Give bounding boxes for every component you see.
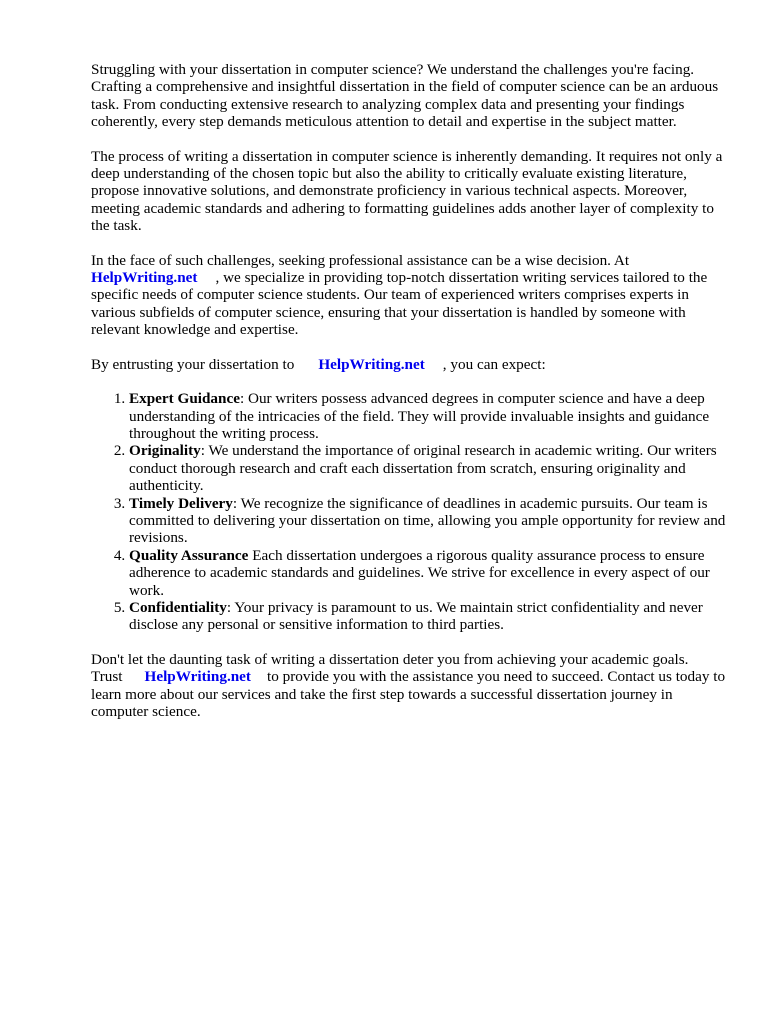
- assistance-paragraph: [91, 252, 728, 339]
- closing-text-after: to provide you with the assistance you need to succeed. Contact us today to learn more about our services and take the first step towards a successful dissertation journey in computer science.: [91, 668, 726, 720]
- helpwriting-link-1[interactable]: HelpWriting.net: [91, 269, 198, 287]
- assistance-text-before: In the face of such challenges, seeking professional assistance can be a wise decision. At: [91, 251, 630, 269]
- process-paragraph: The process of writing a dissertation in computer science is inherently demanding. It requires not only a deep understanding of the chosen topic but also the ability to critically evaluate existing literature, propose innovative solutions, and demonstrate proficiency in various technical aspects. Moreover, meeting academic standards and adhering to formatting guidelines adds another layer of complexity to the task.: [91, 147, 723, 235]
- list-item-originality: [129, 442, 728, 494]
- list-item-confidentiality: [129, 599, 728, 634]
- assistance-text-after: , we specialize in providing top-notch dissertation writing services tailored to the specific needs of computer science students. Our team of experienced writers comprises experts in various subfields of computer science, ensuring that your dissertation is handled by someone with relevant knowledge and expertise.: [91, 269, 708, 339]
- list-item-title: Expert Guidance: [129, 390, 240, 408]
- entrusting-paragraph: [91, 356, 728, 373]
- entrusting-text-before: By entrusting your dissertation to: [91, 355, 295, 373]
- list-item-title: Confidentiality: [129, 598, 227, 616]
- list-item-text: : We recognize the significance of deadlines in academic pursuits. Our team is committed to delivering your dissertation on time, allowing you ample opportunity for review and revisions.: [129, 494, 726, 547]
- list-item-title: Timely Delivery: [129, 494, 233, 512]
- list-item-text: : Your privacy is paramount to us. We maintain strict confidentiality and never disclose any personal or sensitive information to third parties.: [129, 598, 703, 634]
- benefits-list: [91, 390, 728, 634]
- list-item-text: : Our writers possess advanced degrees in computer science and have a deep understanding of the intricacies of the field. They will provide invaluable insights and guidance throughout the writing process.: [129, 390, 710, 442]
- list-item-quality-assurance: [129, 547, 728, 599]
- closing-paragraph: [91, 651, 728, 721]
- closing-text-before: Don't let the daunting task of writing a dissertation deter you from achieving your academic goals. Trust: [91, 650, 689, 686]
- list-item-title: Quality Assurance: [129, 546, 249, 564]
- helpwriting-link-3[interactable]: HelpWriting.net: [144, 668, 251, 686]
- list-item-text: Each dissertation undergoes a rigorous quality assurance process to ensure adherence to academic standards and guidelines. We strive for excellence in every aspect of our work.: [129, 546, 710, 599]
- list-item-timely-delivery: [129, 495, 728, 547]
- entrusting-text-after: , you can expect:: [442, 355, 546, 373]
- list-item-expert-guidance: [129, 390, 728, 442]
- list-item-title: Originality: [129, 442, 201, 460]
- helpwriting-link-2[interactable]: HelpWriting.net: [318, 355, 425, 373]
- list-item-text: : We understand the importance of original research in academic writing. Our writers conduct thorough research and craft each dissertation from scratch, ensuring originality and authenticity.: [129, 442, 717, 495]
- intro-paragraph: Struggling with your dissertation in computer science? We understand the challenges you're facing. Crafting a comprehensive and insightful dissertation in the field of computer science can be an arduous task. From conducting extensive research to analyzing complex data and presenting your findings coherently, every step demands meticulous attention to detail and expertise in the subject matter.: [91, 61, 719, 131]
